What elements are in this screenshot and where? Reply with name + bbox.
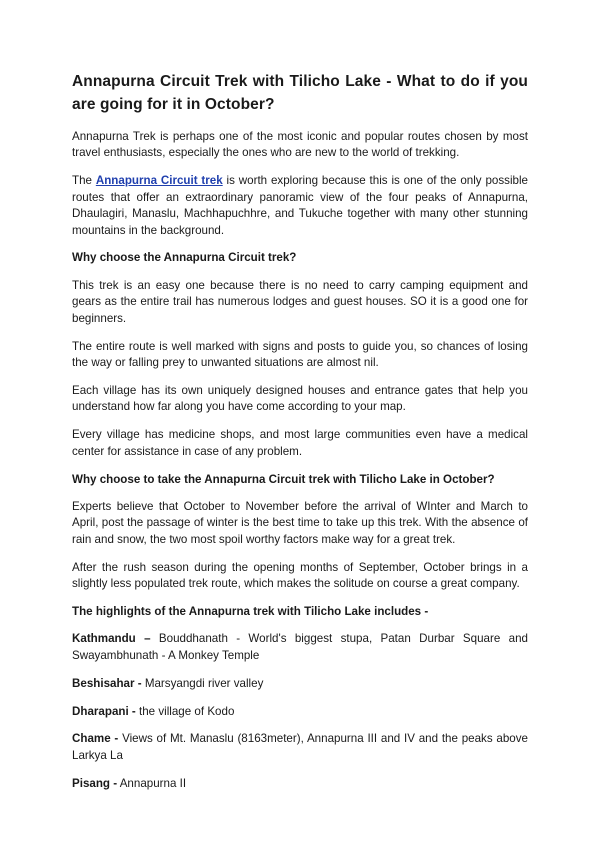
highlight-desc: Bouddhanath - World's biggest stupa, Patan Durbar Square and Swayambhunath - A Monkey Temple (72, 632, 528, 662)
paragraph-medicine-shops: Every village has medicine shops, and most large communities even have a medical center for assistance in case of any problem. (72, 428, 528, 458)
highlight-item-kathmandu (72, 631, 528, 664)
highlight-desc: the village of Kodo (135, 704, 235, 718)
paragraph-easy-trek: This trek is an easy one because there is no need to carry camping equipment and gears as the entire trail has numerous lodges and guest houses. SO it is a good one for beginners. (72, 278, 528, 325)
highlight-item-pisang (72, 776, 528, 792)
highlight-place: Beshisahar - (72, 676, 142, 690)
highlight-place: Dharapani - (72, 704, 136, 718)
section-heading-highlights: The highlights of the Annapurna trek with Tilicho Lake includes - (72, 604, 429, 618)
highlight-place: Pisang - (72, 776, 118, 790)
annapurna-circuit-trek-link[interactable]: Annapurna Circuit trek (95, 174, 223, 188)
paragraph-rush-season: After the rush season during the opening months of September, October brings in a slightly less populated trek route, which makes the solitude on course a great company. (72, 560, 528, 591)
section-heading-why-choose: Why choose the Annapurna Circuit trek? (72, 251, 297, 265)
highlight-place: Kathmandu – (72, 632, 151, 646)
highlight-desc: Marsyangdi river valley (141, 676, 264, 690)
highlight-desc: Annapurna II (117, 776, 187, 790)
highlight-item-beshisahar (72, 676, 528, 692)
highlight-item-chame (72, 731, 528, 764)
circuit-paragraph-after: is worth exploring because this is one of the only possible routes that offer an extraordinary panoramic view of the four peaks of Annapurna, Dhaulagiri, Manaslu, Machhapuchhre, and Tukuche together with many other stunning mountains in the background. (72, 174, 528, 237)
intro-paragraph: Annapurna Trek is perhaps one of the most iconic and popular routes chosen by most travel enthusiasts, especially the ones who are new to the world of trekking. (72, 130, 528, 160)
paragraph-experts-believe: Experts believe that October to November before the arrival of WInter and March to April, post the passage of winter is the best time to take up this trek. With the absence of rain and snow, the two most spoil worthy factors make way for a great trek. (72, 499, 528, 546)
page-title: Annapurna Circuit Trek with Tilicho Lake - What to do if you are going for it in October? (72, 73, 528, 113)
highlight-item-dharapani (72, 704, 528, 720)
paragraph-village-houses: Each village has its own uniquely designed houses and entrance gates that help you understand how far along you have come according to your map. (72, 383, 528, 414)
circuit-paragraph-before: The (72, 174, 96, 188)
paragraph-route-marked: The entire route is well marked with signs and posts to guide you, so chances of losing the way or falling prey to unwanted situations are almost nil. (72, 339, 528, 369)
section-heading-october: Why choose to take the Annapurna Circuit trek with Tilicho Lake in October? (72, 472, 495, 486)
document-page (72, 70, 528, 804)
highlight-place: Chame - (72, 732, 119, 746)
highlight-desc: Views of Mt. Manaslu (8163meter), Annapurna III and IV and the peaks above Larkya La (72, 732, 528, 762)
circuit-paragraph (72, 173, 528, 239)
